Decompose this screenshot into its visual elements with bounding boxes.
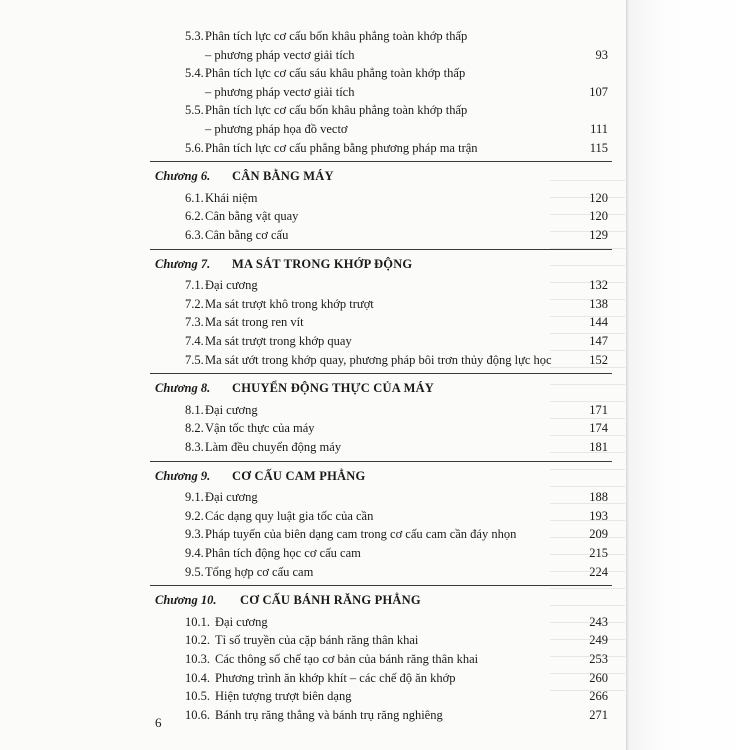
toc-entry[interactable] — [0, 438, 626, 456]
entry-title: Tổng hợp cơ cấu cam — [205, 564, 314, 579]
toc-entry[interactable] — [0, 631, 626, 649]
toc-entry[interactable] — [0, 613, 626, 631]
toc-entry[interactable] — [0, 525, 626, 543]
chapter-divider — [150, 161, 612, 162]
entry-title: Phân tích lực cơ cấu bốn khâu phẳng toàn khớp thấp — [205, 103, 468, 118]
entry-page: 120 — [589, 209, 608, 224]
toc-entry-continuation[interactable] — [0, 46, 626, 64]
entry-number: 10.1. — [185, 614, 210, 629]
entry-number: 10.4. — [185, 670, 210, 685]
toc-entry[interactable] — [0, 207, 626, 225]
entry-title: Phân tích động học cơ cấu cam — [205, 546, 361, 560]
entry-page: 152 — [589, 352, 608, 367]
toc-entry[interactable] — [0, 295, 626, 313]
entry-page: 224 — [589, 564, 608, 579]
toc-entry-continuation[interactable] — [0, 120, 626, 138]
toc-entry[interactable] — [0, 139, 626, 157]
entry-title-continuation: – phương pháp họa đồ vectơ — [205, 122, 348, 136]
entry-page: 132 — [589, 278, 608, 293]
toc-entry[interactable] — [0, 419, 626, 437]
chapter-heading[interactable] — [0, 379, 626, 397]
toc-entry-continuation[interactable] — [0, 83, 626, 101]
entry-number: 7.3. — [185, 315, 204, 330]
toc-entry[interactable] — [0, 650, 626, 668]
entry-page: 215 — [589, 546, 608, 560]
entry-page: 129 — [589, 228, 608, 242]
entry-number: 5.6. — [185, 140, 204, 155]
toc-entry[interactable] — [0, 313, 626, 331]
entry-number: 6.2. — [185, 209, 204, 224]
chapter-label: Chương 8. — [155, 381, 211, 396]
entry-page: 93 — [595, 47, 608, 62]
entry-title: Ma sát ướt trong khớp quay, phương pháp bôi trơn thủy động lực học — [205, 352, 552, 367]
entry-page: 120 — [589, 190, 608, 205]
toc-entry[interactable] — [0, 351, 626, 369]
entry-title: Pháp tuyến của biên dạng cam trong cơ cấu cam cần đáy nhọn — [205, 527, 517, 542]
entry-page: 271 — [589, 707, 608, 722]
chapter-title: CƠ CẤU BÁNH RĂNG PHẲNG — [240, 593, 421, 608]
entry-title: Đại cương — [205, 490, 258, 505]
entry-title: Ma sát trong ren vít — [205, 315, 304, 330]
chapter-label: Chương 10. — [155, 593, 217, 608]
entry-title: Ma sát trượt trong khớp quay — [205, 334, 352, 348]
entry-page: 171 — [589, 402, 608, 417]
entry-number: 5.4. — [185, 66, 204, 81]
toc-entry[interactable] — [0, 507, 626, 525]
entry-page: 253 — [589, 652, 608, 666]
chapter-label: Chương 6. — [155, 169, 211, 184]
entry-number: 7.4. — [185, 334, 204, 348]
entry-number: 8.2. — [185, 421, 204, 436]
entry-number: 9.4. — [185, 546, 204, 560]
chapter-divider — [150, 461, 612, 462]
entry-title-continuation: – phương pháp vectơ giải tích — [205, 84, 355, 99]
entry-number: 9.1. — [185, 490, 204, 505]
toc-entry[interactable] — [0, 64, 626, 82]
entry-page: 138 — [589, 296, 608, 311]
entry-title: Phân tích lực cơ cấu bốn khâu phẳng toàn khớp thấp — [205, 29, 468, 43]
entry-number: 9.5. — [185, 564, 204, 579]
entry-page: 266 — [589, 689, 608, 704]
entry-page: 147 — [589, 334, 608, 348]
entry-title: Làm đều chuyển động máy — [205, 440, 342, 454]
entry-number: 5.3. — [185, 29, 204, 43]
entry-title: Phân tích lực cơ cấu phẳng bằng phương pháp ma trận — [205, 140, 478, 155]
chapter-heading[interactable] — [0, 467, 626, 485]
toc-entry[interactable] — [0, 687, 626, 705]
entry-page: 107 — [589, 84, 608, 99]
entry-number: 8.3. — [185, 440, 204, 454]
toc-entry[interactable] — [0, 276, 626, 294]
entry-page: 111 — [590, 122, 608, 136]
chapter-divider — [150, 373, 612, 374]
toc-entry[interactable] — [0, 669, 626, 687]
chapter-title: CHUYỂN ĐỘNG THỰC CỦA MÁY — [232, 381, 435, 396]
toc-entry[interactable] — [0, 488, 626, 506]
entry-number: 6.3. — [185, 228, 204, 242]
entry-number: 10.5. — [185, 689, 210, 704]
page-edge — [626, 0, 750, 750]
entry-page: 249 — [589, 633, 608, 648]
toc-entry[interactable] — [0, 27, 626, 45]
toc-entry[interactable] — [0, 401, 626, 419]
entry-page: 174 — [589, 421, 608, 436]
chapter-title: CƠ CẤU CAM PHẲNG — [232, 468, 366, 483]
entry-title: Ma sát trượt khô trong khớp trượt — [205, 296, 374, 311]
entry-page: 181 — [589, 440, 608, 454]
entry-page: 209 — [589, 527, 608, 542]
toc-entry[interactable] — [0, 544, 626, 562]
chapter-heading[interactable] — [0, 255, 626, 273]
entry-number: 6.1. — [185, 190, 204, 205]
entry-title: Đại cương — [215, 614, 268, 629]
toc-entry[interactable] — [0, 101, 626, 119]
entry-title: Hiện tượng trượt biên dạng — [215, 689, 352, 704]
entry-title: Cân bằng cơ cấu — [205, 228, 289, 242]
entry-title-continuation: – phương pháp vectơ giải tích — [205, 47, 355, 62]
chapter-label: Chương 9. — [155, 468, 211, 483]
chapter-title: MA SÁT TRONG KHỚP ĐỘNG — [232, 256, 413, 271]
entry-title: Tỉ số truyền của cặp bánh răng thân khai — [215, 633, 419, 648]
entry-number: 7.5. — [185, 352, 204, 367]
entry-page: 115 — [589, 140, 608, 155]
toc-entry[interactable] — [0, 226, 626, 244]
toc-entry[interactable] — [0, 563, 626, 581]
entry-title: Đại cương — [205, 278, 258, 293]
entry-title: Vận tốc thực của máy — [205, 421, 315, 436]
entry-number: 7.2. — [185, 296, 204, 311]
toc-entry[interactable] — [0, 189, 626, 207]
entry-title: Đại cương — [205, 402, 258, 417]
chapter-divider — [150, 249, 612, 250]
entry-title: Các thông số chế tạo cơ bản của bánh răng thân khai — [215, 652, 479, 666]
entry-title: Phương trình ăn khớp khít – các chế độ ăn khớp — [215, 670, 456, 685]
toc-entry[interactable] — [0, 332, 626, 350]
chapter-heading[interactable] — [0, 591, 626, 609]
entry-title: Phân tích lực cơ cấu sáu khâu phẳng toàn khớp thấp — [205, 66, 466, 81]
entry-number: 9.3. — [185, 527, 204, 542]
entry-page: 193 — [589, 508, 608, 523]
entry-number: 10.2. — [185, 633, 210, 648]
chapter-title: CÂN BẰNG MÁY — [232, 169, 334, 184]
chapter-label: Chương 7. — [155, 256, 211, 271]
entry-page: 260 — [589, 670, 608, 685]
entry-title: Cân bằng vật quay — [205, 209, 299, 224]
page-number: 6 — [155, 715, 162, 730]
entry-number: 8.1. — [185, 402, 204, 417]
entry-number: 10.6. — [185, 707, 210, 722]
chapter-divider — [150, 585, 612, 586]
toc-entry[interactable] — [0, 706, 626, 724]
entry-title: Các dạng quy luật gia tốc của cần — [205, 508, 374, 523]
entry-number: 10.3. — [185, 652, 210, 666]
entry-number: 5.5. — [185, 103, 204, 118]
entry-title: Bánh trụ răng thẳng và bánh trụ răng nghiêng — [215, 707, 443, 722]
entry-title: Khái niệm — [205, 190, 258, 205]
entry-page: 188 — [589, 490, 608, 505]
entry-number: 9.2. — [185, 508, 204, 523]
entry-number: 7.1. — [185, 278, 204, 293]
chapter-heading[interactable] — [0, 167, 626, 185]
entry-page: 144 — [589, 315, 608, 330]
entry-page: 243 — [589, 614, 608, 629]
